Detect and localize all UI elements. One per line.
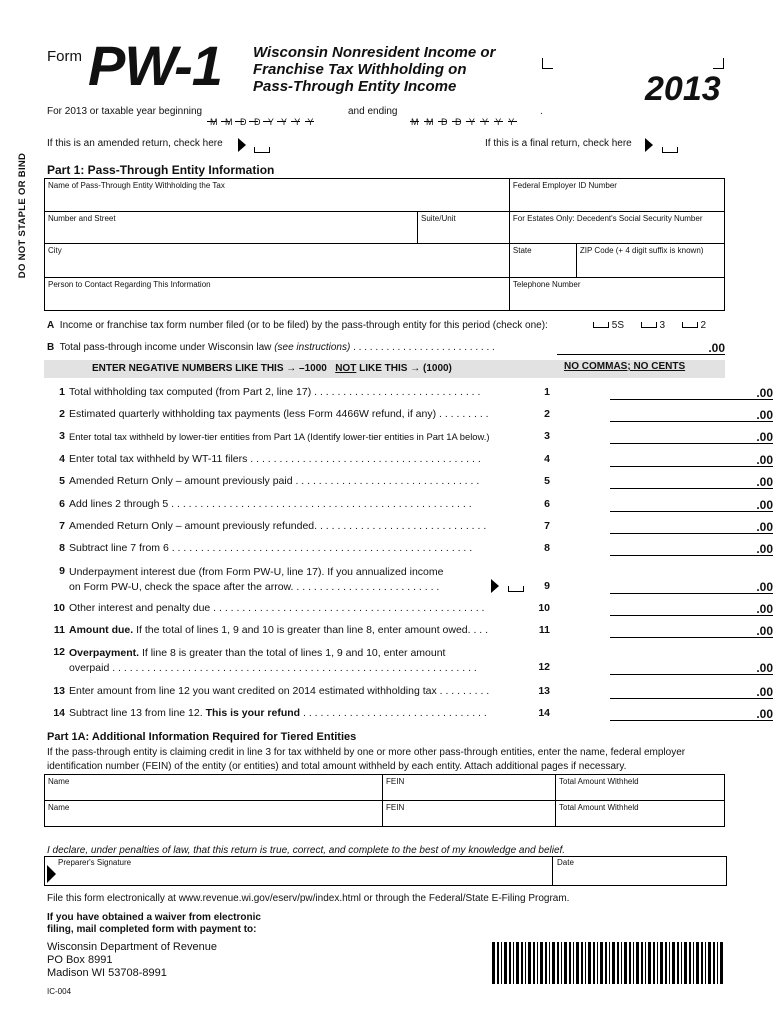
barcode-bar bbox=[528, 942, 531, 984]
barcode-bar bbox=[585, 942, 586, 984]
line-text: Overpayment. If line 8 is greater than the total of lines 1, 9 and 10, enter amount overpaid . . . . . . . . . . . . . . . . . . . . . . . . . . . . . . . . . . . . . . . . . . . . . . . . . . . . . . . . . . . . . . . bbox=[69, 647, 477, 674]
barcode-bar bbox=[609, 942, 610, 984]
line-text: Enter total tax withheld by lower-tier entities from Part 1A (Identify lower-tier entities in Part 1A below.) bbox=[69, 431, 490, 442]
barcode-bar bbox=[600, 942, 603, 984]
barcode-bar bbox=[693, 942, 694, 984]
line-ref-number: 7 bbox=[544, 520, 550, 532]
mailing-address: Wisconsin Department of Revenue PO Box 8991 Madison WI 53708-8991 bbox=[47, 941, 217, 979]
arrow-icon bbox=[238, 136, 246, 154]
line-8-amount[interactable]: .00 bbox=[610, 542, 773, 556]
barcode-bar bbox=[525, 942, 526, 984]
barcode-bar bbox=[537, 942, 538, 984]
line-text: Total withholding tax computed (from Part 2, line 17) . . . . . . . . . . . . . . . . . . . . . . . . . . . . . bbox=[69, 386, 481, 398]
barcode-bar bbox=[653, 942, 655, 984]
line-number: 12 bbox=[53, 646, 65, 658]
barcode-bar bbox=[633, 942, 634, 984]
form-line-10 bbox=[47, 602, 773, 618]
part1a-title: Part 1A: Additional Information Required for Tiered Entities bbox=[47, 731, 357, 743]
negative-instruction: ENTER NEGATIVE NUMBERS LIKE THIS → –1000 NOT LIKE THIS → (1000) bbox=[92, 363, 452, 374]
arrow-icon bbox=[47, 865, 56, 883]
tax-year: 2013 bbox=[645, 70, 721, 108]
suite-field[interactable]: Suite/Unit bbox=[418, 212, 510, 244]
line-14-amount[interactable]: .00 bbox=[610, 707, 773, 721]
amended-label: If this is an amended return, check here bbox=[47, 138, 223, 149]
final-checkbox[interactable] bbox=[662, 141, 678, 159]
barcode-bar bbox=[540, 942, 543, 984]
line-b: B Total pass-through income under Wisconsin law (see instructions) . . . . . . . . . . . . . . . . . . . . . . . . . . bbox=[47, 342, 495, 353]
barcode-bar bbox=[624, 942, 627, 984]
form-code: PW-1 bbox=[88, 34, 222, 97]
barcode-bar bbox=[701, 942, 703, 984]
line-ref-number: 9 bbox=[544, 580, 550, 592]
line-ref-number: 1 bbox=[544, 386, 550, 398]
line-text: Amount due. If the total of lines 1, 9 and 10 is greater than line 8, enter amount owed. . . . bbox=[69, 624, 489, 636]
barcode-bar bbox=[576, 942, 579, 984]
zip-field[interactable]: ZIP Code (+ 4 digit suffix is known) bbox=[576, 244, 724, 278]
ssn-field[interactable]: For Estates Only: Decedent's Social Security Number bbox=[509, 212, 724, 244]
form-line-12 bbox=[47, 646, 773, 678]
barcode-bar bbox=[684, 942, 687, 984]
line-text: Subtract line 13 from line 12. This is your refund . . . . . . . . . . . . . . . . . . . . . . . . . . . . . . . . bbox=[69, 707, 487, 719]
final-label: If this is a final return, check here bbox=[485, 138, 632, 149]
line-text: Estimated quarterly withholding tax payments (less Form 4466W refund, if any) . . . . . . . . . bbox=[69, 408, 489, 420]
barcode-bar bbox=[564, 942, 567, 984]
line-number: 3 bbox=[59, 430, 65, 442]
barcode-bar bbox=[617, 942, 619, 984]
preparer-signature-label: Preparer's Signature bbox=[58, 858, 132, 867]
date-field[interactable] bbox=[556, 868, 721, 883]
form-title: Wisconsin Nonresident Income or Franchise Tax Withholding on Pass-Through Entity Income bbox=[253, 44, 496, 95]
barcode-bar bbox=[629, 942, 631, 984]
barcode-bar bbox=[689, 942, 691, 984]
line-number: 9 bbox=[59, 565, 65, 577]
line-number: 13 bbox=[53, 685, 65, 697]
contact-field[interactable]: Person to Contact Regarding This Information bbox=[45, 278, 510, 311]
declaration: I declare, under penalties of law, that this return is true, correct, and complete to the best of my knowledge and belief. bbox=[47, 845, 566, 856]
city-field[interactable]: City bbox=[45, 244, 510, 278]
barcode-bar bbox=[708, 942, 711, 984]
line-4-amount[interactable]: .00 bbox=[610, 453, 773, 467]
line-2-amount[interactable]: .00 bbox=[610, 408, 773, 422]
barcode-bar bbox=[492, 942, 495, 984]
barcode-bar bbox=[573, 942, 574, 984]
line-7-amount[interactable]: .00 bbox=[610, 520, 773, 534]
tier-total-1[interactable]: Total Amount Withheld bbox=[556, 775, 725, 801]
state-field[interactable]: State bbox=[509, 244, 576, 278]
do-not-staple-notice: DO NOT STAPLE OR BIND bbox=[17, 152, 29, 279]
form-line-13 bbox=[47, 685, 773, 701]
and-ending-label: and ending bbox=[348, 106, 398, 117]
line-number: 14 bbox=[53, 707, 65, 719]
waiver-line-1: If you have obtained a waiver from electronic bbox=[47, 912, 261, 923]
barcode-bar bbox=[612, 942, 615, 984]
barcode-bar bbox=[696, 942, 699, 984]
line-ref-number: 4 bbox=[544, 453, 550, 465]
barcode-bar bbox=[552, 942, 555, 984]
barcode-bar bbox=[669, 942, 670, 984]
barcode-bar bbox=[641, 942, 643, 984]
line-ref-number: 3 bbox=[544, 430, 550, 442]
form-line-1 bbox=[47, 386, 773, 402]
barcode-bar bbox=[549, 942, 550, 984]
line-number: 5 bbox=[59, 475, 65, 487]
form-line-3 bbox=[47, 430, 773, 446]
line-1-amount[interactable]: .00 bbox=[610, 386, 773, 400]
barcode-bar bbox=[677, 942, 679, 984]
barcode-bar bbox=[497, 942, 499, 984]
no-commas-note: NO COMMAS; NO CENTS bbox=[564, 361, 686, 372]
line-9-amount[interactable]: .00 bbox=[610, 580, 773, 594]
form-line-5 bbox=[47, 475, 773, 491]
line-text: Subtract line 7 from 6 . . . . . . . . . . . . . . . . . . . . . . . . . . . . . . . . . . . . . . . . . . . . . . . . . . . . bbox=[69, 542, 473, 554]
line-number: 8 bbox=[59, 542, 65, 554]
line-ref-number: 12 bbox=[538, 661, 550, 673]
fein-field[interactable]: Federal Employer ID Number bbox=[509, 179, 724, 212]
line-ref-number: 6 bbox=[544, 498, 550, 510]
part1-title: Part 1: Pass-Through Entity Information bbox=[47, 163, 275, 177]
tier-total-2[interactable]: Total Amount Withheld bbox=[556, 801, 725, 827]
form-line-4 bbox=[47, 453, 773, 469]
line-5-amount[interactable]: .00 bbox=[610, 475, 773, 489]
street-field[interactable]: Number and Street bbox=[45, 212, 418, 244]
arrow-icon bbox=[491, 579, 499, 593]
line-ref-number: 13 bbox=[538, 685, 550, 697]
barcode-bar bbox=[593, 942, 595, 984]
line-6-amount[interactable]: .00 bbox=[610, 498, 773, 512]
line-a: A Income or franchise tax form number filed (or to be filed) by the pass-through entity for this period (check one): bbox=[47, 320, 548, 331]
end-date-mask: M M D D Y Y Y Y bbox=[411, 117, 515, 127]
line-10-amount[interactable]: .00 bbox=[610, 602, 773, 616]
begin-date-mask: M M D D Y Y Y Y bbox=[210, 117, 314, 127]
line-13-amount[interactable]: .00 bbox=[610, 685, 773, 699]
line-ref-number: 14 bbox=[538, 707, 550, 719]
barcode-bar bbox=[501, 942, 502, 984]
barcode-bar bbox=[648, 942, 651, 984]
line-ref-number: 11 bbox=[538, 624, 550, 636]
barcode-bar bbox=[516, 942, 519, 984]
part1a-desc2: identification number (FEIN) of the entity (or entities) and total amount withheld by each entity. Attach additional pages if necessary. bbox=[47, 761, 627, 772]
form-line-7 bbox=[47, 520, 773, 536]
line-number: 4 bbox=[59, 453, 65, 465]
form-line-2 bbox=[47, 408, 773, 424]
preparer-signature-field[interactable] bbox=[60, 868, 548, 883]
barcode-bar bbox=[621, 942, 622, 984]
barcode-bar bbox=[513, 942, 514, 984]
tiered-entities-grid bbox=[44, 774, 725, 827]
line-3-amount[interactable]: .00 bbox=[610, 430, 773, 444]
entity-name-field[interactable]: Name of Pass-Through Entity Withholding the Tax bbox=[45, 179, 510, 212]
barcode-bar bbox=[504, 942, 507, 984]
barcode-bar bbox=[660, 942, 663, 984]
form-line-6 bbox=[47, 498, 773, 514]
line-12-amount[interactable]: .00 bbox=[610, 661, 773, 675]
line-b-amount[interactable]: .00 bbox=[557, 341, 725, 355]
barcode-bar bbox=[636, 942, 639, 984]
form-line-11 bbox=[47, 624, 773, 640]
line-ref-number: 2 bbox=[544, 408, 550, 420]
line-text: Other interest and penalty due . . . . . . . . . . . . . . . . . . . . . . . . . . . . . . . . . . . . . . . . . . . . . . . bbox=[69, 602, 485, 614]
amended-checkbox[interactable] bbox=[254, 141, 270, 159]
barcode-bar bbox=[561, 942, 562, 984]
option-5s-checkbox[interactable] bbox=[593, 322, 609, 328]
barcode-bar bbox=[545, 942, 547, 984]
waiver-line-2: filing, mail completed form with payment to: bbox=[47, 924, 257, 935]
tier-fein-2[interactable]: FEIN bbox=[383, 801, 556, 827]
barcode-bar bbox=[569, 942, 571, 984]
line-number: 2 bbox=[59, 408, 65, 420]
barcode-bar bbox=[720, 942, 723, 984]
date-label: Date bbox=[557, 858, 574, 867]
barcode-bar bbox=[597, 942, 598, 984]
form-line-9 bbox=[47, 565, 773, 597]
phone-field[interactable]: Telephone Number bbox=[509, 278, 724, 311]
tax-year-label: For 2013 or taxable year beginning bbox=[47, 106, 203, 117]
corner-mark bbox=[542, 58, 553, 69]
line-number: 7 bbox=[59, 520, 65, 532]
barcode-bar bbox=[521, 942, 523, 984]
tier-name-1[interactable]: Name bbox=[45, 775, 383, 801]
barcode-bar bbox=[588, 942, 591, 984]
line-text: Amended Return Only – amount previously refunded. . . . . . . . . . . . . . . . . . . . . . . . . . . . . . bbox=[69, 520, 487, 532]
barcode-bar bbox=[645, 942, 646, 984]
efile-instruction: File this form electronically at www.revenue.wi.gov/eserv/pw/index.html or through the Federal/State E-Filing Program. bbox=[47, 893, 570, 904]
line-11-amount[interactable]: .00 bbox=[610, 624, 773, 638]
barcode-bar bbox=[681, 942, 682, 984]
barcode-bar bbox=[713, 942, 715, 984]
arrow-icon bbox=[645, 136, 653, 154]
barcode-bar bbox=[705, 942, 706, 984]
barcode-bar bbox=[509, 942, 511, 984]
barcode-bar bbox=[533, 942, 535, 984]
line-number: 1 bbox=[59, 386, 65, 398]
barcode-bar bbox=[657, 942, 658, 984]
form-word: Form bbox=[47, 48, 82, 65]
line-text: Add lines 2 through 5 . . . . . . . . . . . . . . . . . . . . . . . . . . . . . . . . . . . . . . . . . . . . . . . . . . . . bbox=[69, 498, 472, 510]
option-3-checkbox[interactable] bbox=[641, 322, 657, 328]
line-text: Enter amount from line 12 you want credited on 2014 estimated withholding tax . . . . . . . . . bbox=[69, 685, 490, 697]
line-number: 6 bbox=[59, 498, 65, 510]
form-line-14 bbox=[47, 707, 773, 723]
line-number: 11 bbox=[53, 624, 65, 636]
form-id: IC-004 bbox=[47, 987, 72, 996]
line-ref-number: 8 bbox=[544, 542, 550, 554]
barcode-bar bbox=[717, 942, 718, 984]
part1a-desc1: If the pass-through entity is claiming credit in line 3 for tax withheld by one or more other pass-through entities, enter the name, federal employer bbox=[47, 747, 686, 758]
barcode-bar bbox=[672, 942, 675, 984]
entity-info-grid bbox=[44, 178, 725, 311]
corner-mark bbox=[713, 58, 724, 69]
line-text: Enter total tax withheld by WT-11 filers . . . . . . . . . . . . . . . . . . . . . . . . . . . . . . . . . . . . . . . . bbox=[69, 453, 481, 465]
form-line-8 bbox=[47, 542, 773, 558]
barcode-bar bbox=[665, 942, 667, 984]
barcode-bar bbox=[581, 942, 583, 984]
annualized-checkbox[interactable] bbox=[508, 583, 524, 595]
line-a-options: 5S 3 2 bbox=[593, 320, 706, 331]
barcode-bar bbox=[605, 942, 607, 984]
line-ref-number: 5 bbox=[544, 475, 550, 487]
tier-name-2[interactable]: Name bbox=[45, 801, 383, 827]
barcode-bar bbox=[557, 942, 559, 984]
line-text: Underpayment interest due (from Form PW-U, line 17). If you annualized income on Form PW-U, check the space after the arrow. . . . . . . . . . . . . . . . . . . . . . . . . . bbox=[69, 566, 444, 593]
barcode bbox=[492, 942, 724, 984]
option-2-checkbox[interactable] bbox=[682, 322, 698, 328]
line-ref-number: 10 bbox=[538, 602, 550, 614]
line-number: 10 bbox=[53, 602, 65, 614]
tier-fein-1[interactable]: FEIN bbox=[383, 775, 556, 801]
line-text: Amended Return Only – amount previously paid . . . . . . . . . . . . . . . . . . . . . . . . . . . . . . . . bbox=[69, 475, 480, 487]
